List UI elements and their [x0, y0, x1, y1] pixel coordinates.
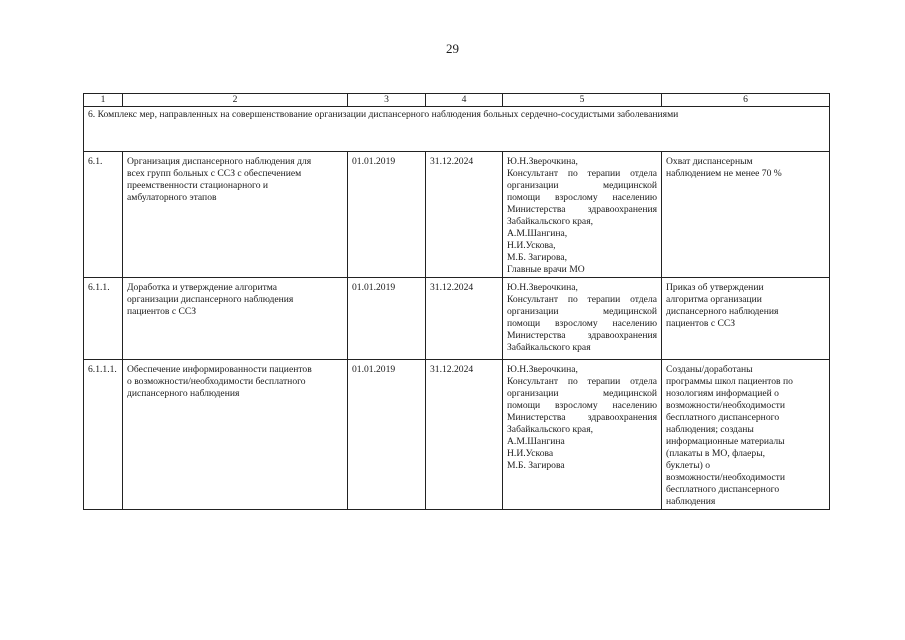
text-line: возможности/необходимости	[666, 400, 785, 411]
text-line: наблюдения; созданы	[666, 424, 754, 435]
text-line: бесплатного диспансерного	[666, 484, 780, 495]
text-line: организации медицинской	[507, 306, 657, 317]
text-line: Министерства здравоохранения	[507, 330, 657, 341]
text-line: всех групп больных с ССЗ с обеспечением	[127, 168, 302, 179]
text-line: Приказ об утверждении	[666, 282, 764, 293]
table-row	[84, 152, 830, 278]
text-line: А.М.Шангина	[507, 436, 565, 447]
text-line: диспансерного наблюдения	[666, 306, 779, 317]
text-line: информационные материалы	[666, 436, 785, 447]
row-name	[123, 278, 348, 360]
row-number: 6.1.1.	[84, 278, 123, 360]
text-line: Обеспечение информированности пациентов	[127, 364, 312, 375]
row-start-date: 01.01.2019	[348, 360, 426, 510]
text-line: (плакаты в МО, флаеры,	[666, 448, 766, 459]
text-line: М.Б. Загирова	[507, 460, 565, 471]
text-line: А.М.Шангина,	[507, 228, 568, 239]
text-line: преемственности стационарного и	[127, 180, 269, 191]
row-name	[123, 152, 348, 278]
text-line: возможности/необходимости	[666, 472, 785, 483]
text-line: Консультант по терапии отдела	[507, 376, 657, 387]
text-line: алгоритма организации	[666, 294, 762, 305]
row-end-date: 31.12.2024	[426, 278, 503, 360]
text-line: организации диспансерного наблюдения	[127, 294, 294, 305]
text-line: Созданы/доработаны	[666, 364, 753, 375]
row-result	[662, 278, 830, 360]
text-line: организации медицинской	[507, 388, 657, 399]
text-line: пациентов с ССЗ	[666, 318, 736, 329]
measures-table	[83, 93, 830, 510]
table-row	[84, 278, 830, 360]
table-body	[84, 94, 830, 510]
text-line: Консультант по терапии отдела	[507, 168, 657, 179]
text-line: Главные врачи МО	[507, 264, 585, 275]
text-line: буклеты) о	[666, 460, 711, 471]
row-responsible	[503, 360, 662, 510]
text-line: наблюдением не менее 70 %	[666, 168, 782, 179]
text-line: Забайкальского края,	[507, 216, 594, 227]
row-number: 6.1.1.1.	[84, 360, 123, 510]
text-line: диспансерного наблюдения	[127, 388, 240, 399]
table-row	[84, 360, 830, 510]
row-result	[662, 152, 830, 278]
text-line: организации медицинской	[507, 180, 657, 191]
section-row	[84, 107, 830, 152]
row-start-date: 01.01.2019	[348, 278, 426, 360]
text-line: помощи взрослому населению	[507, 192, 657, 203]
column-header: 1	[84, 94, 123, 107]
row-number: 6.1.	[84, 152, 123, 278]
text-line: наблюдения	[666, 496, 716, 507]
text-line: Н.И.Ускова	[507, 448, 554, 459]
text-line: программы школ пациентов по	[666, 376, 793, 387]
row-name	[123, 360, 348, 510]
section-title: 6. Комплекс мер, направленных на совершенствование организации диспансерного наблюдения больных сердечно-сосудистыми заболеваниями	[84, 107, 830, 152]
text-line: Н.И.Ускова,	[507, 240, 556, 251]
text-line: Забайкальского края,	[507, 424, 594, 435]
text-line: Министерства здравоохранения	[507, 204, 657, 215]
column-header: 6	[662, 94, 830, 107]
text-line: Ю.Н.Зверочкина,	[507, 282, 578, 293]
text-line: Министерства здравоохранения	[507, 412, 657, 423]
text-line: Ю.Н.Зверочкина,	[507, 364, 578, 375]
column-header: 4	[426, 94, 503, 107]
text-line: помощи взрослому населению	[507, 400, 657, 411]
text-line: Охват диспансерным	[666, 156, 753, 167]
text-line: бесплатного диспансерного	[666, 412, 780, 423]
text-line: амбулаторного этапов	[127, 192, 217, 203]
page-number: 29	[446, 41, 459, 56]
column-header: 2	[123, 94, 348, 107]
row-responsible	[503, 278, 662, 360]
text-line: помощи взрослому населению	[507, 318, 657, 329]
row-start-date: 01.01.2019	[348, 152, 426, 278]
text-line: нозологиям информацией о	[666, 388, 779, 399]
column-header-row	[84, 94, 830, 107]
column-header: 3	[348, 94, 426, 107]
row-end-date: 31.12.2024	[426, 360, 503, 510]
text-line: о возможности/необходимости бесплатного	[127, 376, 306, 387]
text-line: М.Б. Загирова,	[507, 252, 568, 263]
text-line: Ю.Н.Зверочкина,	[507, 156, 578, 167]
text-line: Забайкальского края	[507, 342, 591, 353]
text-line: пациентов с ССЗ	[127, 306, 197, 317]
column-header: 5	[503, 94, 662, 107]
row-responsible	[503, 152, 662, 278]
text-line: Доработка и утверждение алгоритма	[127, 282, 278, 293]
text-line: Консультант по терапии отдела	[507, 294, 657, 305]
text-line: Организация диспансерного наблюдения для	[127, 156, 312, 167]
row-result	[662, 360, 830, 510]
row-end-date: 31.12.2024	[426, 152, 503, 278]
